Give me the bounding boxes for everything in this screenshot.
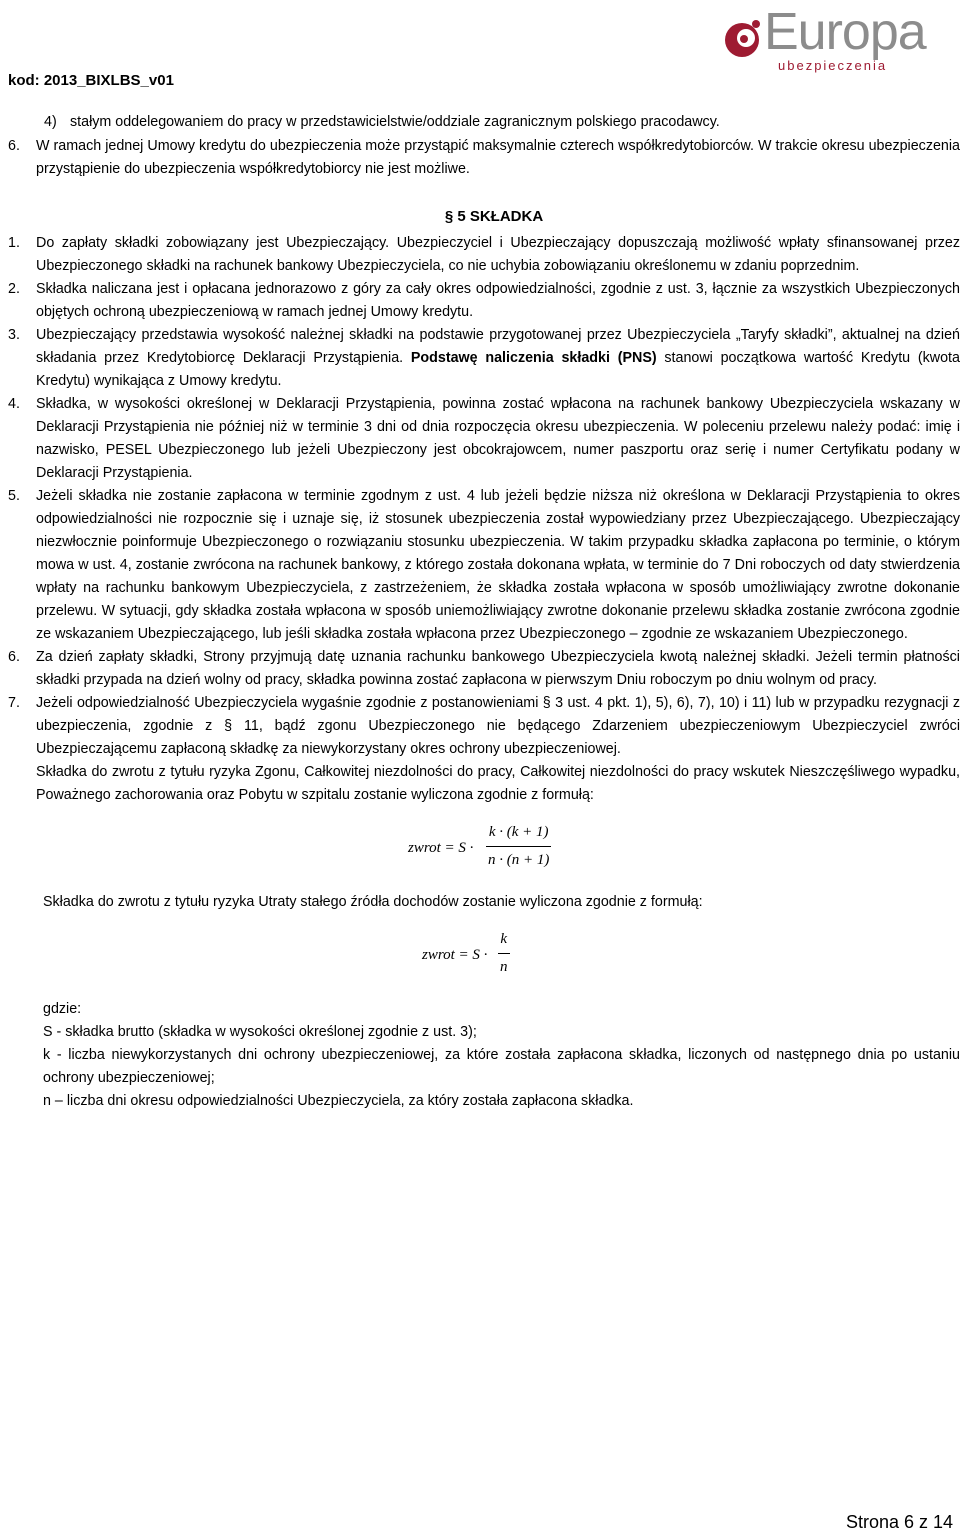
logo-swirl-icon: [720, 16, 764, 60]
clause-3: [8, 324, 960, 393]
clause-bold-text: Podstawę naliczenia składki (PNS): [410, 350, 657, 366]
formula-lhs: zwrot = S ·: [408, 840, 474, 856]
formula-numerator: k · (k + 1): [488, 824, 549, 840]
formula-denominator: n · (n + 1): [488, 852, 550, 868]
clause-text: Jeżeli składka nie zostanie zapłacona w terminie zgodnym z ust. 4 lub jeżeli będzie niższa niż określona w Deklaracji Przystąpienia to okres odpowiedzialności nie rozpocznie się i uznaje się, iż stosunek ubezpieczenia został wypowiedziany przez Ubezpieczającego. Ubezpieczający niezwłocznie poinformuje Ubezpieczonego o rozwiązaniu stosunku ubezpieczenia. W takim przypadku składka zapłacona po terminie, o którym mowa w ust. 4, zostanie zwrócona na rachunek bankowy, z którego została dokonana wpłata, w terminie do 7 Dni roboczych od daty stwierdzenia wpłaty na rachunku bankowym Ubezpieczyciela, z zastrzeżeniem, że składka została wpłacona w sposób umożliwiający zwrotne dokonanie przelewu. W sytuacji, gdy składka została wpłacona w sposób uniemożliwiający zwrotne dokonanie przelewu składka zostanie zwrócona zgodnie ze wskazaniem Ubezpieczającego, lub jeśli składka została wpłacona przez Ubezpieczonego – zgodnie ze wskazaniem Ubezpieczonego.: [36, 488, 960, 642]
legend-n: n – liczba dni okresu odpowiedzialności Ubezpieczyciela, za który została zapłacona składka.: [43, 1093, 634, 1109]
clause-number: 5.: [8, 488, 20, 504]
clause-text: Za dzień zapłaty składki, Strony przyjmują datę uznania rachunku bankowego Ubezpieczyciela kwotą należnej składki. Jeżeli termin płatności składki przypada na dzień wolny od pracy, składka powinna zostać zapłacona w pierwszym Dniu roboczym po dniu wolnym od pracy.: [36, 649, 960, 688]
clause-number: 1.: [8, 235, 20, 251]
clause-7: [8, 692, 960, 761]
clause-text: Składka, w wysokości określonej w Deklaracji Przystąpienia, powinna zostać wpłacona na rachunek bankowy Ubezpieczyciela wskazany w Deklaracji Przystąpienia nie później niż w terminie 3 dni od dnia rozpoczęcia okresu ubezpieczenia. W poleceniu przelewu należy podać: imię i nazwisko, PESEL Ubezpieczonego lub jeżeli Ubezpieczony jest obcokrajowcem, numer paszportu oraz serię i numer Certyfikatu podany w Deklaracji Przystąpienia.: [36, 396, 960, 481]
fraction-bar: [498, 953, 510, 954]
clause-1: [8, 232, 960, 278]
logo-wordmark: Europa: [764, 3, 926, 61]
page-number: Strona 6 z 14: [846, 1512, 954, 1531]
clause-text-cont: stanowi początkowa wartość Kredytu (kwota Kredytu) wynikająca z Umowy kredytu.: [36, 350, 960, 389]
document-body: [8, 111, 960, 1113]
item-text: W ramach jednej Umowy kredytu do ubezpieczenia może przystąpić maksymalnie czterech współkredytobiorców. W trakcie okresu ubezpieczenia przystąpienie do ubezpieczenia współkredytobiorcy nie jest możliwe.: [36, 138, 960, 177]
formula-death-disability: [8, 821, 960, 875]
formula-fraction: [486, 821, 551, 872]
item-number: 6.: [8, 138, 20, 154]
formula-fraction: [498, 928, 510, 979]
clause-number: 4.: [8, 396, 20, 412]
clause-4: [8, 393, 960, 485]
section-title: § 5 SKŁADKA: [444, 208, 544, 225]
item-text: stałym oddelegowaniem do pracy w przedstawicielstwie/oddziale zagranicznym polskiego pracodawcy.: [70, 114, 720, 130]
document-code: kod: 2013_BIXLBS_v01: [8, 72, 174, 89]
clause-2: [8, 278, 960, 324]
clause-number: 3.: [8, 327, 20, 343]
clause-7-continuation: Składka do zwrotu z tytułu ryzyka Zgonu, Całkowitej niezdolności do pracy, Całkowitej niezdolności do pracy wskutek Nieszczęśliwego wypadku, Poważnego zachorowania oraz Pobytu w szpitalu zostanie wyliczona zgodnie z formułą:: [36, 764, 960, 803]
formula-numerator: k: [500, 931, 508, 947]
clause-text: Jeżeli odpowiedzialność Ubezpieczyciela wygaśnie zgodnie z postanowieniami § 3 ust. 4 pkt. 1), 5), 6), 7), 10) i 11) lub w przypadku rezygnacji z ubezpieczenia, zgodnie z § 11, bądź zgonu Ubezpieczonego nie będącego Zdarzeniem ubezpieczeniowym Ubezpieczyciel zwróci Ubezpieczającemu zapłaconą składkę za niewykorzystany okres ochrony ubezpieczeniowej.: [36, 695, 960, 757]
legend-k: k - liczba niewykorzystanych dni ochrony ubezpieczeniowej, za które została zapłacona składka, liczonych od następnego dnia po ustaniu ochrony ubezpieczeniowej;: [43, 1047, 960, 1086]
formula-lhs: zwrot = S ·: [422, 947, 488, 963]
clause-text: Do zapłaty składki zobowiązany jest Ubezpieczający. Ubezpieczyciel i Ubezpieczający dopuszczają możliwość wpłaty sfinansowanej przez Ubezpieczonego składki na rachunek bankowy Ubezpieczyciela, co nie uchybia zobowiązaniu określonemu w zdaniu poprzednim.: [36, 235, 960, 274]
clause-6: [8, 646, 960, 692]
formula-intro-income: Składka do zwrotu z tytułu ryzyka Utraty stałego źródła dochodów zostanie wyliczona zgodnie z formułą:: [43, 894, 703, 910]
clause-5: [8, 485, 960, 646]
legend-s: S - składka brutto (składka w wysokości określonej zgodnie z ust. 3);: [43, 1024, 477, 1040]
clause-number: 7.: [8, 695, 20, 711]
clause-number: 2.: [8, 281, 20, 297]
clause-text: Składka naliczana jest i opłacana jednorazowo z góry za cały okres odpowiedzialności, zgodnie z ust. 3, łącznie za wszystkich Ubezpieczonych objętych ochroną ubezpieczeniową w ramach jednej Umowy kredytu.: [36, 281, 960, 320]
list-item-4: [8, 111, 960, 134]
formula-denominator: n: [500, 959, 508, 975]
clause-number: 6.: [8, 649, 20, 665]
fraction-bar: [486, 846, 551, 847]
item-number: 4): [44, 114, 57, 130]
paragraph-6: [8, 135, 960, 181]
legend-heading: gdzie:: [43, 1001, 82, 1017]
clause-text: Ubezpieczający przedstawia wysokość należnej składki na podstawie przygotowanej przez Ubezpieczyciela „Taryfy składki”, aktualnej na dzień składania przez Kredytobiorcę Deklaracji Przystąpienia.: [36, 327, 960, 366]
formula-income-loss: [8, 928, 960, 982]
logo-subtitle: ubezpieczenia: [778, 58, 888, 73]
company-logo: [718, 3, 958, 78]
